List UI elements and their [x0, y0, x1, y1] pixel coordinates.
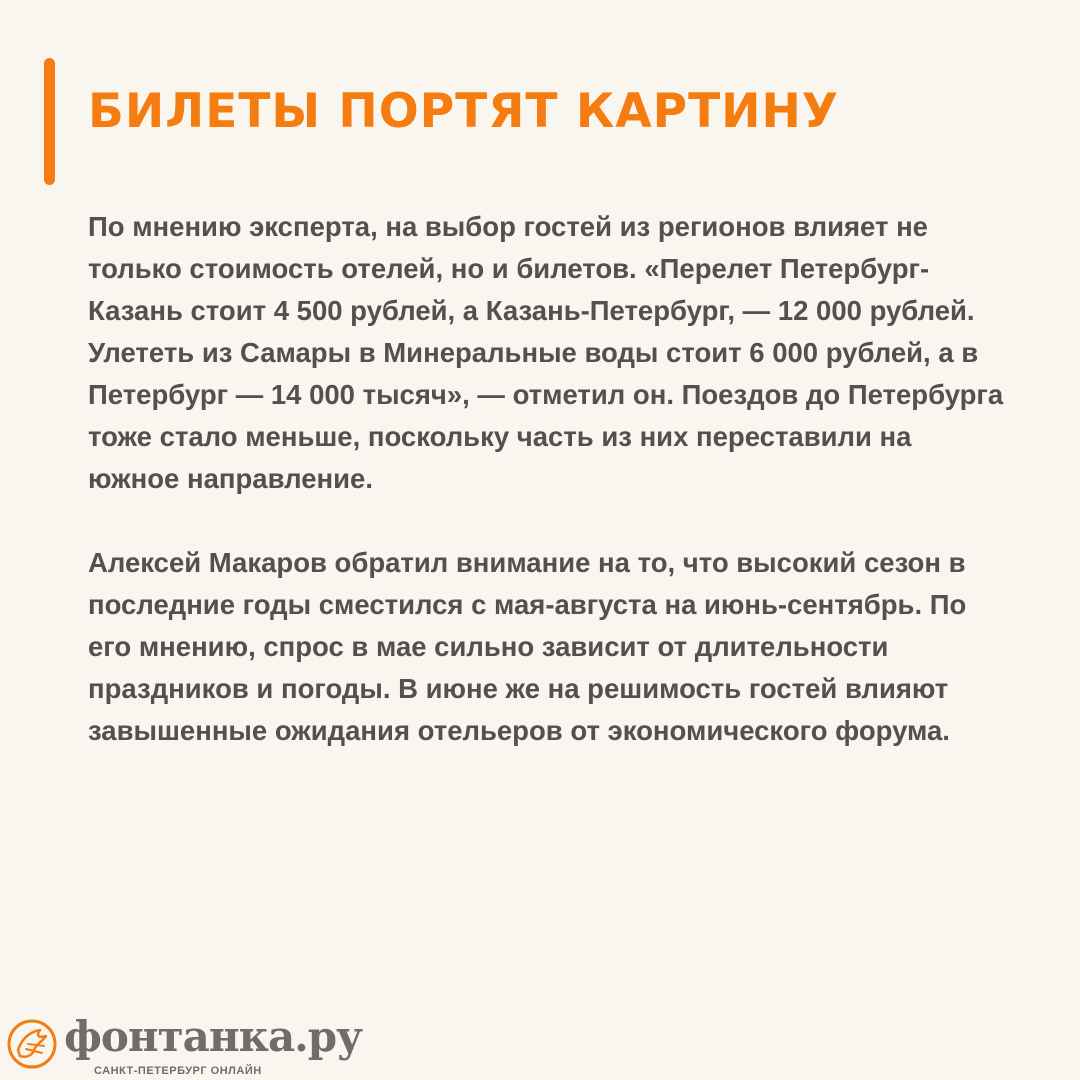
- article-paragraph: По мнению эксперта, на выбор гостей из регионов влияет не только стоимость отелей, но и билетов. «Перелет Петербург-Казань стоит 4 500 рублей, а Казань-Петербург, — 12 000 рублей. Улететь из Самары в Минеральные воды стоит 6 000 рублей, а в Петербург — 14 000 тысяч», — отметил он. Поездов до Петербурга тоже стало меньше, поскольку часть из них переставили на южное направление.: [88, 211, 1004, 494]
- accent-bar: [44, 58, 55, 185]
- brand-tagline: САНКТ-ПЕТЕРБУРГ ОНЛАЙН: [94, 1065, 262, 1077]
- winged-horse-logo-icon: [4, 1016, 60, 1072]
- brand-logo: [4, 1010, 363, 1080]
- article-paragraph: Алексей Макаров обратил внимание на то, что высокий сезон в последние годы сместился с мая-августа на июнь-сентябрь. По его мнению, спрос в мае сильно зависит от длительности праздников и погоды. В июне же на решимость гостей влияют завышенные ожидания отельеров от экономического форума.: [88, 547, 967, 746]
- page-title: БИЛЕТЫ ПОРТЯТ КАРТИНУ: [88, 84, 840, 139]
- brand-name: фонтанка.ру: [64, 1012, 363, 1061]
- article-body: [88, 206, 1008, 752]
